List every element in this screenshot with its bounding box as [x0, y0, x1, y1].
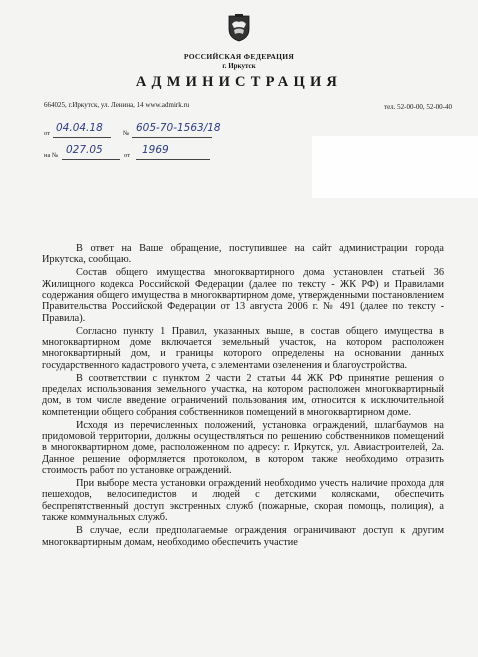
reference-date-underline [136, 159, 210, 160]
paragraph: Исходя из перечисленных положений, установка ограждений, шлагбаумов на придомовой территории, должны осуществляться по решению собственников помещений в многоквартирном доме, расположенном по адресу: г. Иркутск, ул. Авиастроителей, 2а. Данное решение оформляется протоколом, в котором также необходимо отразить стоимость работ по установке ограждений. [42, 419, 444, 477]
city-name: г. Иркутск [222, 62, 256, 70]
reference-number: 027.05 [66, 144, 103, 156]
date-underline [53, 137, 111, 138]
paragraph: Состав общего имущества многоквартирного дома установлен статьей 36 Жилищного кодекса Российской Федерации (далее по тексту - ЖК РФ) и Правилами содержания общего имущества в многоквартирном доме, утвержденными постановлением Правительства Российской Федерации от 13 августа 2006 г. № 491 (далее по тексту - Правила). [42, 267, 444, 324]
reference-number-underline [62, 159, 120, 160]
outgoing-date: 04.04.18 [56, 122, 103, 134]
redacted-addressee-block [312, 136, 478, 198]
paragraph: При выборе места установки ограждений необходимо учесть наличие прохода для пешеходов, велосипедистов и людей с детскими колясками, обеспечить беспрепятственный доступ экстренных служб (пожарные, скорая помощь, полиция), а также коммунальных служб. [42, 478, 444, 524]
number-prefix: № [123, 130, 130, 137]
phone-line: тел. 52-00-00, 52-00-40 [384, 103, 452, 111]
country-name: РОССИЙСКАЯ ФЕДЕРАЦИЯ [183, 52, 295, 61]
paragraph: Согласно пункту 1 Правил, указанных выше, в состав общего имущества в многоквартирном доме включается земельный участок, на котором расположен многоквартирный дом, и границы которого определены на основании данных государственного кадастрового учета, с элементами озеленения и благоустройства. [42, 325, 444, 371]
reference-date-prefix: от [124, 152, 131, 159]
outgoing-number: 605-70-1563/18 [136, 122, 221, 134]
organization-title: АДМИНИСТРАЦИЯ [135, 74, 343, 90]
address-line: 664025, г.Иркутск, ул. Ленина, 14 www.admirk.ru [44, 101, 190, 109]
date-prefix: от [44, 130, 51, 137]
irkutsk-coat-of-arms-icon [226, 14, 252, 42]
paragraph: В соответствии с пунктом 2 части 2 статьи 44 ЖК РФ принятие решения о пределах использования земельного участка, на котором расположен многоквартирный дом, в том числе введение ограничений пользования им, относится к исключительной компетенции общего собрания собственников помещений в многоквартирном доме. [42, 372, 444, 418]
reference-date: 1969 [142, 144, 169, 156]
paragraph: В случае, если предполагаемые ограждения ограничивают доступ к другим многоквартирным домам, необходимо обеспечить участие [42, 525, 444, 548]
number-underline [132, 137, 212, 138]
paragraph: В ответ на Ваше обращение, поступившее на сайт администрации города Иркутска, сообщаю. [42, 243, 444, 266]
reference-prefix: на № [44, 152, 59, 159]
letter-body [42, 243, 444, 549]
